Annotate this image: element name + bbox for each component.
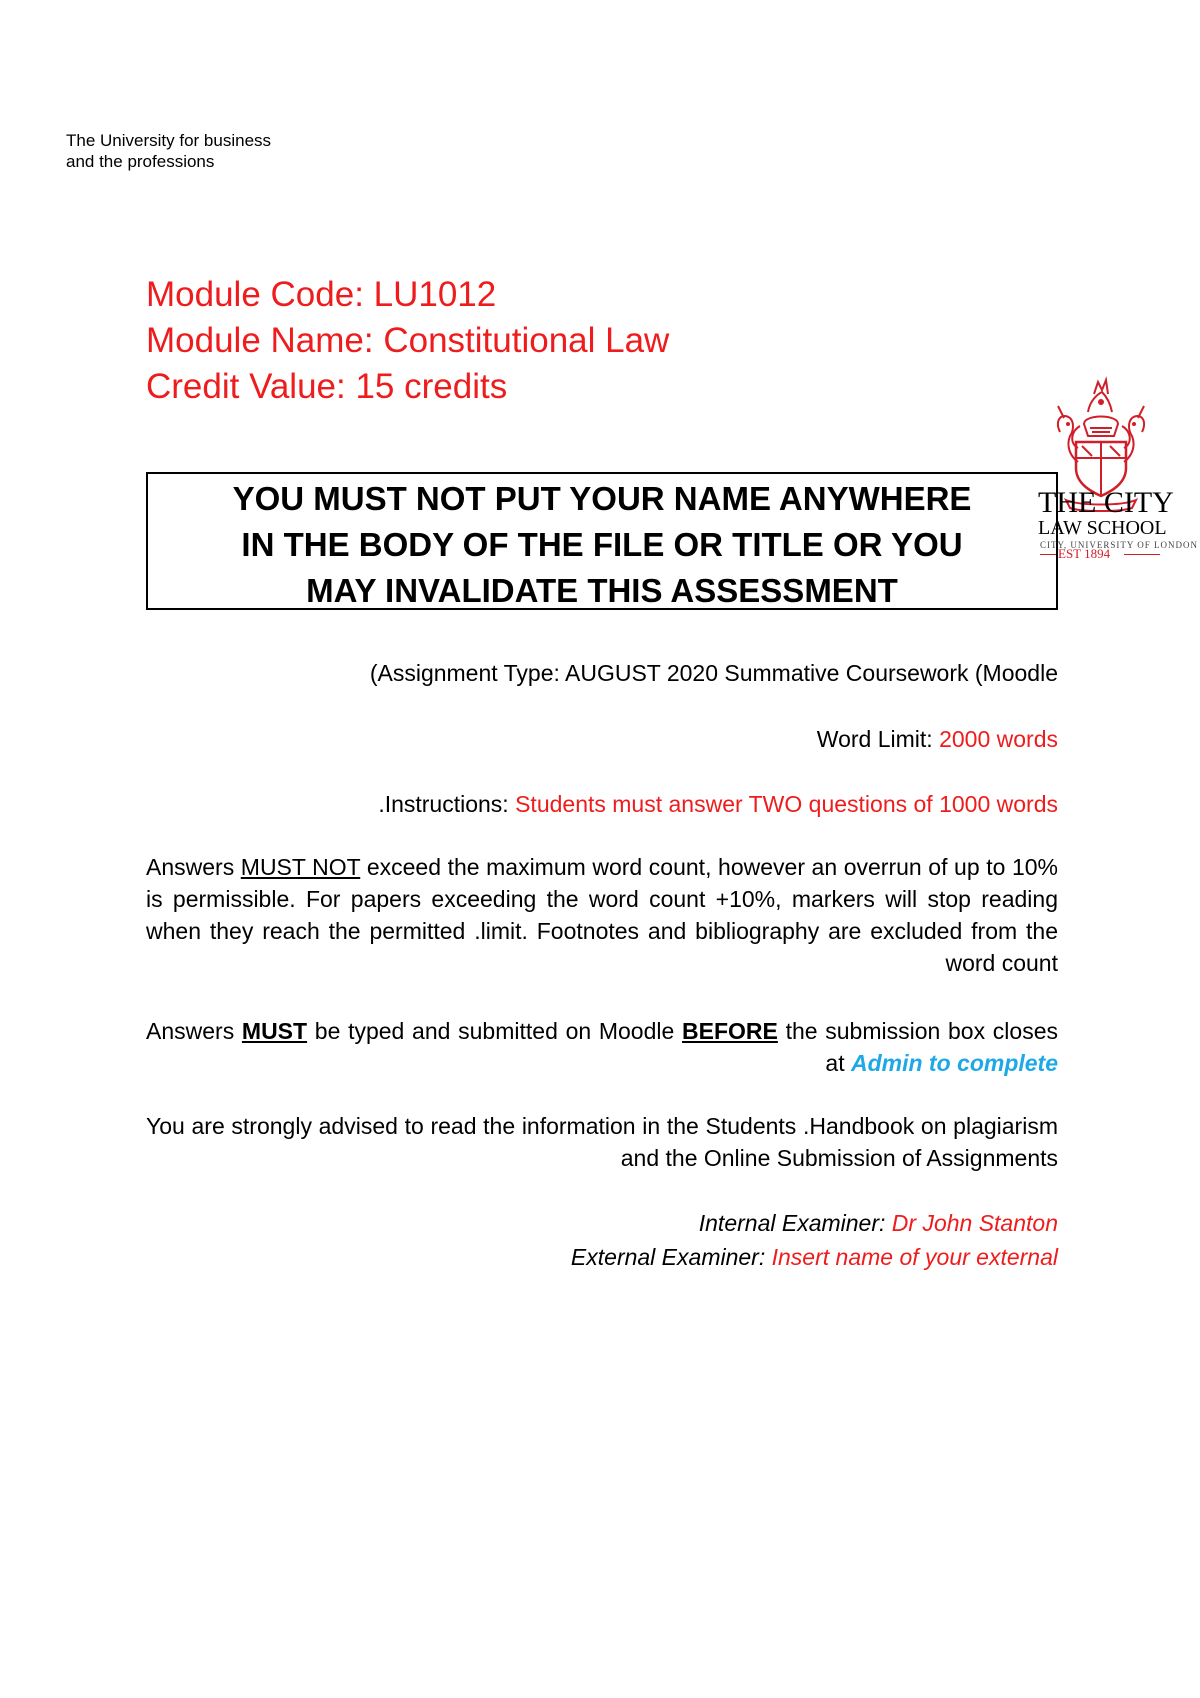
module-info <box>146 272 669 410</box>
submission-p3: the submission box closes at <box>777 1018 1058 1076</box>
university-tagline <box>66 130 271 172</box>
word-count-p1: Answers <box>146 854 241 880</box>
external-examiner-name: Insert name of your external <box>771 1244 1058 1270</box>
instructions-value: Students must answer TWO questions of 1000 words <box>515 791 1058 817</box>
tagline-line-2: and the professions <box>66 152 215 171</box>
assignment-type: (Assignment Type: AUGUST 2020 Summative Coursework (Moodle <box>369 660 1058 686</box>
credit-value: Credit Value: 15 credits <box>146 367 508 406</box>
internal-examiner <box>146 1210 1058 1237</box>
warning-line-2: IN THE BODY OF THE FILE OR TITLE OR YOU <box>241 526 963 563</box>
module-code: Module Code: LU1012 <box>146 275 497 314</box>
word-count-paragraph <box>146 851 1058 979</box>
word-count-p2: exceed the maximum word count, however an overrun of up to 10% is permissible. For papers exceeding the word count +10%, markers will stop reading when they reach the permitted .limit. Footnotes and bibliography are excluded from the word count <box>146 854 1058 976</box>
handbook-paragraph: You are strongly advised to read the information in the Students .Handbook on plagiarism and the Online Submission of Assignments <box>146 1113 1058 1171</box>
tagline-line-1: The University for business <box>66 131 272 150</box>
instructions <box>146 791 1058 818</box>
warning-line-3: MAY INVALIDATE THIS ASSESSMENT <box>306 572 898 609</box>
submission-p1: Answers <box>146 1018 242 1044</box>
submission-admin: Admin to complete <box>850 1050 1058 1076</box>
anonymity-warning-box <box>146 472 1058 610</box>
word-count-must-not: MUST NOT <box>240 854 361 880</box>
word-limit-value: 2000 words <box>939 726 1058 752</box>
module-name: Module Name: Constitutional Law <box>146 321 670 360</box>
logo-divider-right <box>1124 554 1160 555</box>
logo-line-1: THE CITY <box>1038 486 1174 519</box>
external-examiner-label: External Examiner: <box>570 1244 772 1270</box>
internal-examiner-name: Dr John Stanton <box>891 1210 1058 1236</box>
word-limit-label: Word Limit: <box>816 726 940 752</box>
submission-p2: be typed and submitted on Moodle <box>307 1018 683 1044</box>
submission-paragraph <box>146 1015 1058 1079</box>
internal-examiner-label: Internal Examiner: <box>698 1210 892 1236</box>
instructions-label: .Instructions: <box>378 791 516 817</box>
logo-divider-left <box>1040 554 1056 555</box>
external-examiner <box>146 1244 1058 1271</box>
word-limit <box>146 726 1058 753</box>
logo-line-3: CITY, UNIVERSITY OF LONDON <box>1040 540 1198 550</box>
submission-before: BEFORE <box>682 1018 778 1044</box>
warning-line-1: YOU MUST NOT PUT YOUR NAME ANYWHERE <box>232 480 972 517</box>
submission-must: MUST <box>241 1018 308 1044</box>
logo-line-2: LAW SCHOOL <box>1038 517 1167 539</box>
logo-line-4: EST 1894 <box>1058 546 1111 561</box>
